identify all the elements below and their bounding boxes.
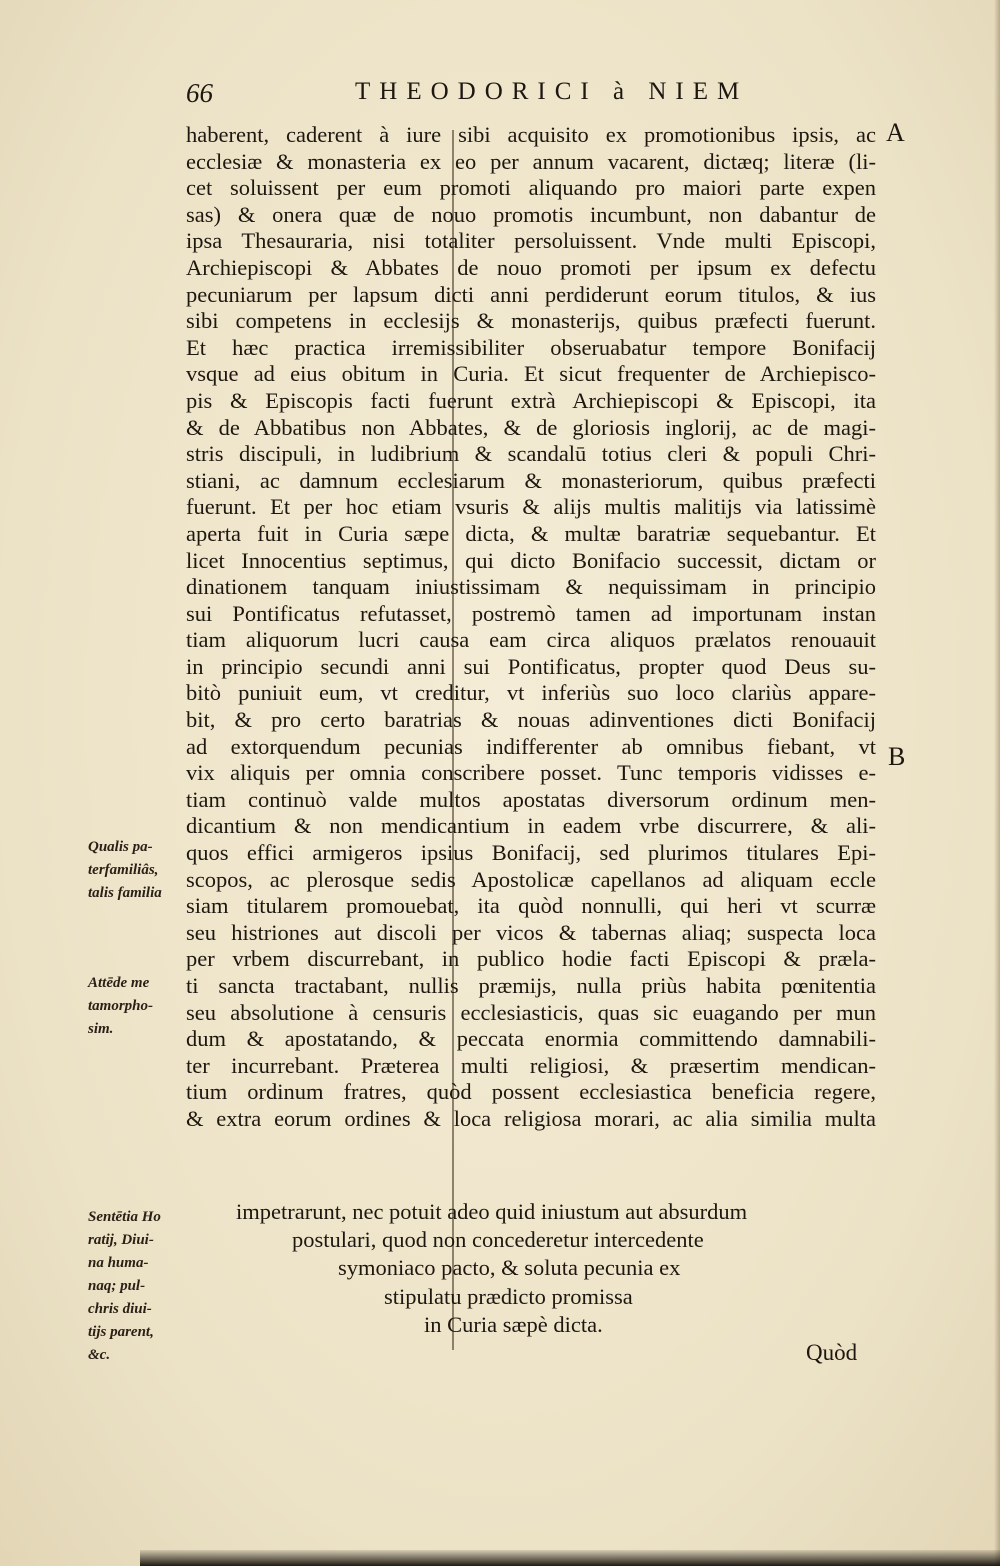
margin-note-line: terfamiliâs, bbox=[88, 862, 159, 878]
text-line: & de Abbatibus non Abbates, & de gloriosis inglorij, ac de magi- bbox=[186, 414, 876, 440]
text-line: pis & Episcopis facti fuerunt extrà Archiepiscopi & Episcopi, ita bbox=[186, 387, 876, 413]
margin-letter-a: A bbox=[886, 118, 905, 147]
text-line: sui Pontificatus refutasset, postremò tamen ad importunam instan bbox=[186, 600, 876, 626]
text-line: per vrbem discurrebant, in publico hodie facti Episcopi & præla- bbox=[186, 946, 876, 972]
text-line: bitò puniuit eum, vt creditur, vt inferiùs suo loco clariùs appare- bbox=[186, 680, 876, 706]
margin-note-line: naq; pul- bbox=[88, 1278, 146, 1294]
text-line: scopos, ac plerosque sedis Apostolicæ capellanos ad aliquam eccle bbox=[186, 866, 876, 892]
text-line: ecclesiæ & monasteria ex eo per annum vacarent, dictæq; literæ (li- bbox=[186, 148, 876, 174]
text-line: postulari, quod non concederetur intercedente bbox=[292, 1227, 704, 1253]
margin-note-line: talis familia bbox=[88, 885, 162, 901]
text-line: in Curia sæpè dicta. bbox=[424, 1311, 603, 1337]
margin-note-line: Sentētia Ho bbox=[88, 1209, 161, 1225]
text-line: sibi competens in ecclesijs & monasterijs, quibus præfecti fuerunt. bbox=[186, 308, 876, 334]
margin-note-line: chris diui- bbox=[88, 1301, 152, 1317]
text-line: sas) & onera quæ de nouo promotis incumbunt, non dabantur de bbox=[186, 201, 876, 227]
text-line: ipsa Thesauraria, nisi totaliter persoluissent. Vnde multi Episcopi, bbox=[186, 228, 876, 254]
text-line: siam titularem promouebat, ita quòd nonnulli, qui heri vt scurræ bbox=[186, 893, 876, 919]
page-number: 66 bbox=[186, 78, 213, 108]
text-line: aperta fuit in Curia sæpe dicta, & multæ baratriæ sequebantur. Et bbox=[186, 520, 876, 546]
margin-note-line: ratij, Diui- bbox=[88, 1232, 154, 1248]
text-line: Archiepiscopi & Abbates de nouo promoti per ipsum ex defectu bbox=[186, 254, 876, 280]
margin-note-line: na huma- bbox=[88, 1255, 149, 1271]
text-line: pecuniarum per lapsum dicti anni perdiderunt eorum titulos, & ius bbox=[186, 281, 876, 307]
margin-note-qualis bbox=[88, 836, 188, 905]
text-line: in principio secundi anni sui Pontificatus, propter quod Deus su- bbox=[186, 653, 876, 679]
text-line: bit, & pro certo baratrias & nouas adinventiones dicti Bonifacij bbox=[186, 707, 876, 733]
text-line: stiani, ac damnum ecclesiarum & monasteriorum, quibus præfecti bbox=[186, 467, 876, 493]
closing-text-block bbox=[186, 1198, 876, 1339]
text-line: fuerunt. Et per hoc etiam vsuris & alijs multis malitijs via latissimè bbox=[186, 494, 876, 520]
text-line: vix aliquis per omnia conscribere posset. Tunc temporis vidisses e- bbox=[186, 760, 876, 786]
text-line: ti sancta tractabant, nullis præmijs, nulla priùs habita pœnitentia bbox=[186, 973, 876, 998]
text-line: Et hæc practica irremissibiliter obseruabatur tempore Bonifacij bbox=[186, 334, 876, 360]
page-bottom-shadow bbox=[140, 1550, 1000, 1566]
margin-note-line: Qualis pa- bbox=[88, 839, 153, 855]
text-line: symoniaco pacto, & soluta pecunia ex bbox=[338, 1255, 681, 1281]
margin-note-line: tijs parent, bbox=[88, 1324, 154, 1340]
text-line: quos effici armigeros ipsius Bonifacij, sed plurimos titulares Epi- bbox=[186, 840, 876, 866]
margin-letter-b: B bbox=[888, 742, 906, 771]
text-line: ad extorquendum pecunias indifferenter ab omnibus fiebant, vt bbox=[186, 733, 876, 759]
text-line: stipulatu prædicto promissa bbox=[384, 1283, 633, 1309]
text-line: seu histriones aut discoli per vicos & tabernas aliaq; suspecta loca bbox=[186, 919, 876, 945]
text-line: haberent, caderent à iure sibi acquisito ex promotionibus ipsis, ac bbox=[186, 122, 876, 147]
catchword: Quòd bbox=[806, 1340, 858, 1365]
text-line: stris discipuli, in ludibrium & scandalū totius cleri & populi Chri- bbox=[186, 441, 876, 467]
running-head: THEODORICI à NIEM bbox=[355, 78, 749, 105]
text-line: dicantium & non mendicantium in eadem vrbe discurrere, & ali- bbox=[186, 813, 876, 839]
margin-note-line: &c. bbox=[88, 1347, 111, 1363]
text-line: vsque ad eius obitum in Curia. Et sicut frequenter de Archiepisco- bbox=[186, 361, 876, 387]
page-header bbox=[0, 78, 1000, 112]
text-line: ter incurrebant. Præterea multi religiosi, & præsertim mendican- bbox=[186, 1052, 876, 1078]
text-line: tiam continuò valde multos apostatas diversorum ordinum men- bbox=[186, 786, 876, 812]
text-line: seu absolutione à censuris ecclesiasticis, quas sic euagando per mun bbox=[186, 999, 876, 1025]
text-line: licet Innocentius septimus, qui dicto Bonifacio successit, dictam or bbox=[186, 547, 876, 573]
text-line: & extra eorum ordines & loca religiosa morari, ac alia similia multa bbox=[186, 1105, 876, 1131]
text-line: cet soluissent per eum promoti aliquando pro maiori parte expen bbox=[186, 175, 876, 201]
text-line: dinationem tanquam iniustissimam & nequissimam in principio bbox=[186, 574, 876, 600]
text-line: impetrarunt, nec potuit adeo quid iniustum aut absurdum bbox=[236, 1199, 748, 1224]
text-line: dum & apostatando, & peccata enormia committendo damnabili- bbox=[186, 1026, 876, 1052]
margin-note-attende bbox=[88, 972, 188, 1041]
text-line: tium ordinum fratres, quòd possent ecclesiastica beneficia regere, bbox=[186, 1079, 876, 1105]
margin-note-line: sim. bbox=[88, 1021, 114, 1037]
margin-note-line: tamorpho- bbox=[88, 998, 154, 1014]
main-text-block bbox=[186, 122, 876, 1133]
page-edge bbox=[994, 0, 1000, 1566]
text-line: tiam aliquorum lucri causa eam circa aliquos prælatos renouauit bbox=[186, 627, 876, 653]
margin-note-line: Attēde me bbox=[88, 975, 150, 991]
margin-note-sententia bbox=[88, 1206, 188, 1367]
